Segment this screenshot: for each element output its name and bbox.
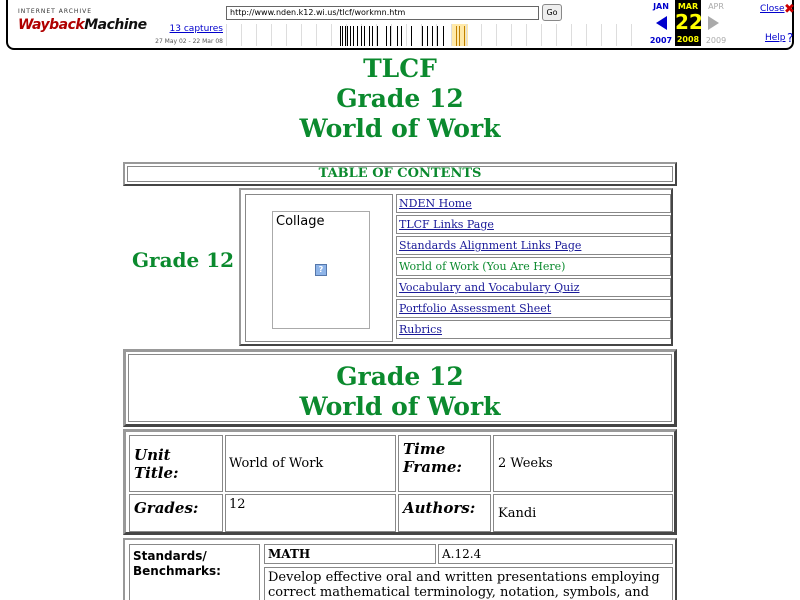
broken-image-icon: ? — [315, 264, 327, 276]
capture-tick — [459, 26, 460, 46]
heading-line-world: World of Work — [299, 392, 501, 421]
sparkline-grid — [451, 24, 452, 46]
standard-code: A.12.4 — [438, 544, 673, 564]
unit-info-table — [123, 429, 677, 535]
sparkline-grid — [481, 24, 482, 46]
capture-sparkline[interactable] — [226, 24, 636, 46]
current-day: 22 — [675, 10, 703, 34]
authors-value: Kandi — [493, 494, 673, 532]
sparkline-grid — [496, 24, 497, 46]
capture-range: 27 May 02 - 22 Mar 08 — [155, 38, 223, 45]
wayback-toolbar — [6, 0, 794, 50]
sparkline-grid — [571, 24, 572, 46]
heading-line-grade: Grade 12 — [336, 362, 464, 391]
capture-tick — [390, 26, 391, 46]
sparkline-grid — [331, 24, 332, 46]
grade-label: Grade 12 — [131, 248, 235, 272]
page-title — [0, 54, 800, 144]
toc-title: TABLE OF CONTENTS — [127, 166, 673, 182]
captures-info — [133, 24, 223, 45]
capture-tick — [353, 26, 354, 46]
title-line-tlcf: TLCF — [363, 54, 437, 83]
sparkline-grid — [271, 24, 272, 46]
authors-label: Authors: — [398, 494, 491, 532]
capture-tick — [386, 26, 387, 46]
capture-tick — [361, 26, 362, 46]
sparkline-grid — [316, 24, 317, 46]
sparkline-grid — [286, 24, 287, 46]
toc-banner — [123, 162, 677, 186]
standards-label-line2: Benchmarks: — [133, 564, 221, 578]
capture-tick — [372, 26, 373, 46]
capture-tick — [377, 26, 378, 46]
standards-label-line1: Standards/ — [133, 549, 207, 563]
prev-arrow-icon[interactable] — [656, 16, 667, 30]
capture-tick — [350, 26, 351, 46]
sparkline-grid — [391, 24, 392, 46]
capture-tick — [364, 26, 365, 46]
standards-table — [123, 538, 677, 600]
time-frame-label — [398, 435, 491, 492]
go-button[interactable]: Go — [542, 4, 562, 21]
time-frame-label-line1: Time — [403, 440, 446, 458]
unit-title-value: World of Work — [225, 435, 396, 492]
collage-alt-text: Collage — [276, 214, 325, 229]
next-month-label: APR — [708, 2, 724, 11]
current-year: 2008 — [676, 35, 700, 44]
capture-tick — [357, 26, 358, 46]
capture-tick — [437, 26, 438, 46]
sparkline-grid — [511, 24, 512, 46]
sparkline-grid — [406, 24, 407, 46]
close-link[interactable]: Close — [760, 4, 785, 14]
unit-title-label: Unit Title: — [129, 435, 223, 492]
current-month: MAR — [677, 2, 699, 11]
prev-month-link[interactable]: JAN — [653, 2, 669, 11]
standard-desc-line1: Develop effective oral and written presentations employing — [268, 570, 660, 585]
sparkline-grid — [631, 24, 632, 46]
capture-tick — [369, 26, 370, 46]
prev-year-link[interactable]: 2007 — [649, 36, 673, 45]
collage-cell — [245, 194, 393, 342]
logo-machine-text: Machine — [84, 17, 147, 33]
sparkline-grid — [601, 24, 602, 46]
title-line-grade: Grade 12 — [336, 84, 464, 113]
grades-value: 12 — [225, 494, 396, 532]
standards-label — [129, 544, 260, 600]
standard-description — [264, 567, 673, 600]
next-arrow-icon — [708, 16, 719, 30]
capture-tick — [345, 26, 346, 46]
sparkline-grid — [241, 24, 242, 46]
nav-link-tlcf-links[interactable]: TLCF Links Page — [396, 215, 671, 234]
sparkline-grid — [301, 24, 302, 46]
sparkline-grid — [256, 24, 257, 46]
logo-wayback-machine — [18, 17, 147, 33]
captures-link[interactable]: 13 captures — [169, 24, 223, 34]
nav-item-current: World of Work (You Are Here) — [396, 257, 671, 276]
help-link[interactable]: Help — [765, 33, 786, 43]
logo-wayback-text: Wayback — [18, 17, 85, 33]
next-year-label: 2009 — [705, 36, 727, 45]
capture-tick — [443, 26, 444, 46]
grades-label: Grades: — [129, 494, 223, 532]
wayback-logo[interactable] — [18, 8, 147, 40]
nav-link-nden-home[interactable]: NDEN Home — [396, 194, 671, 213]
sparkline-grid — [586, 24, 587, 46]
sparkline-grid — [526, 24, 527, 46]
capture-tick — [427, 26, 428, 46]
nav-link-rubrics[interactable]: Rubrics — [396, 320, 671, 339]
capture-tick — [340, 26, 341, 46]
title-line-world: World of Work — [299, 114, 501, 143]
capture-tick — [401, 26, 402, 46]
nav-link-portfolio[interactable]: Portfolio Assessment Sheet — [396, 299, 671, 318]
nav-table — [239, 188, 673, 346]
help-icon[interactable]: ? — [787, 31, 794, 45]
capture-tick — [422, 26, 423, 46]
nav-link-standards[interactable]: Standards Alignment Links Page — [396, 236, 671, 255]
current-date — [675, 0, 701, 46]
time-frame-label-line2: Frame: — [403, 458, 462, 476]
close-icon[interactable]: ✖ — [784, 2, 795, 17]
nav-link-vocabulary[interactable]: Vocabulary and Vocabulary Quiz — [396, 278, 671, 297]
unit-heading — [128, 354, 672, 422]
sparkline-grid — [616, 24, 617, 46]
sparkline-grid — [466, 24, 467, 46]
standard-desc-line2: correct mathematical terminology, notation, symbols, and — [268, 585, 650, 600]
calendar-nav — [648, 0, 730, 48]
capture-tick — [342, 26, 343, 46]
unit-heading-box — [123, 349, 677, 427]
sparkline-grid — [556, 24, 557, 46]
logo-internet-archive: INTERNET ARCHIVE — [18, 8, 93, 15]
capture-tick — [347, 26, 348, 46]
capture-tick — [432, 26, 433, 46]
url-input[interactable]: http://www.nden.k12.wi.us/tlcf/workmn.htm — [226, 6, 539, 20]
subject-cell: MATH — [264, 544, 436, 564]
collage-image — [272, 211, 370, 329]
capture-tick — [456, 26, 457, 46]
capture-tick — [411, 26, 412, 46]
capture-tick — [397, 26, 398, 46]
capture-tick — [464, 26, 465, 46]
sparkline-grid — [541, 24, 542, 46]
time-frame-value: 2 Weeks — [493, 435, 673, 492]
sparkline-grid — [226, 24, 227, 46]
